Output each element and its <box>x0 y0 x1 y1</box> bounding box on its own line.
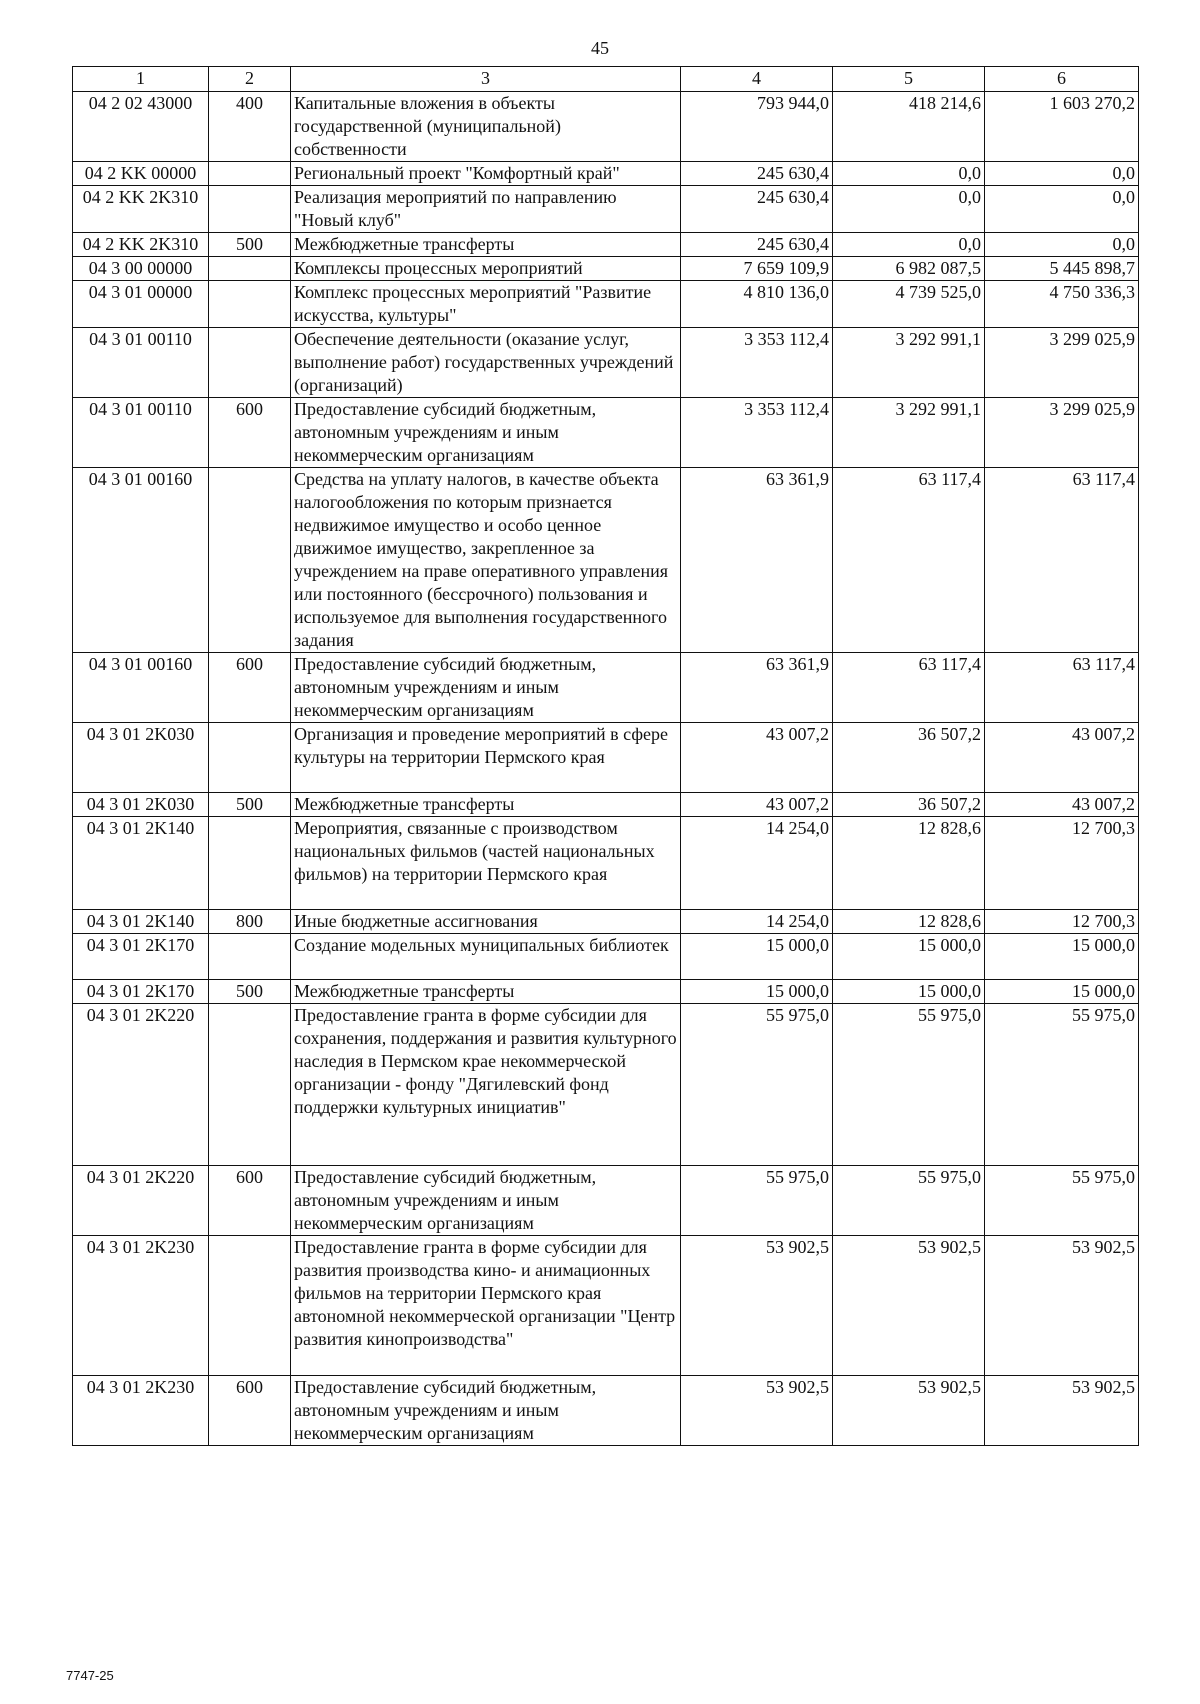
cell-name: Обеспечение деятельности (оказание услуг, выполнение работ) государственных учреждений (организаций) <box>291 328 681 398</box>
cell-expense-type <box>209 723 291 793</box>
cell-name: Межбюджетные трансферты <box>291 793 681 817</box>
cell-amount-col5: 36 507,2 <box>833 793 985 817</box>
cell-expense-type <box>209 817 291 910</box>
cell-amount-col6: 15 000,0 <box>985 934 1139 980</box>
cell-expense-type <box>209 186 291 233</box>
cell-amount-col6: 55 975,0 <box>985 1166 1139 1236</box>
table-row <box>73 1166 1139 1236</box>
cell-expense-type: 400 <box>209 92 291 162</box>
cell-amount-col4: 53 902,5 <box>681 1376 833 1446</box>
cell-amount-col5: 55 975,0 <box>833 1004 985 1166</box>
cell-amount-col4: 63 361,9 <box>681 653 833 723</box>
cell-name: Комплекс процессных мероприятий "Развитие искусства, культуры" <box>291 281 681 328</box>
cell-amount-col6: 12 700,3 <box>985 817 1139 910</box>
cell-name: Иные бюджетные ассигнования <box>291 910 681 934</box>
cell-amount-col6: 1 603 270,2 <box>985 92 1139 162</box>
table-row <box>73 653 1139 723</box>
cell-expense-type <box>209 934 291 980</box>
cell-amount-col5: 15 000,0 <box>833 980 985 1004</box>
cell-name: Предоставление субсидий бюджетным, автономным учреждениям и иным некоммерческим организациям <box>291 398 681 468</box>
cell-amount-col4: 55 975,0 <box>681 1004 833 1166</box>
cell-expense-type: 600 <box>209 1166 291 1236</box>
page-number: 45 <box>591 38 609 58</box>
cell-code: 04 2 KK 2K310 <box>73 233 209 257</box>
cell-amount-col6: 53 902,5 <box>985 1236 1139 1376</box>
cell-amount-col4: 4 810 136,0 <box>681 281 833 328</box>
header-row <box>73 67 1139 92</box>
header-col-6: 6 <box>985 67 1139 92</box>
cell-code: 04 3 01 2K230 <box>73 1236 209 1376</box>
cell-name: Реализация мероприятий по направлению "Новый клуб" <box>291 186 681 233</box>
header-col-3: 3 <box>291 67 681 92</box>
cell-name: Региональный проект "Комфортный край" <box>291 162 681 186</box>
table-body <box>73 92 1139 1446</box>
cell-amount-col4: 3 353 112,4 <box>681 398 833 468</box>
cell-amount-col6: 15 000,0 <box>985 980 1139 1004</box>
cell-code: 04 3 01 2K170 <box>73 980 209 1004</box>
table-row <box>73 817 1139 910</box>
cell-amount-col5: 12 828,6 <box>833 910 985 934</box>
cell-name: Межбюджетные трансферты <box>291 980 681 1004</box>
cell-amount-col6: 0,0 <box>985 162 1139 186</box>
cell-expense-type: 500 <box>209 793 291 817</box>
cell-expense-type: 800 <box>209 910 291 934</box>
cell-amount-col5: 4 739 525,0 <box>833 281 985 328</box>
cell-expense-type <box>209 328 291 398</box>
cell-amount-col4: 15 000,0 <box>681 980 833 1004</box>
cell-amount-col5: 0,0 <box>833 186 985 233</box>
header-col-5: 5 <box>833 67 985 92</box>
cell-name: Предоставление субсидий бюджетным, автономным учреждениям и иным некоммерческим организациям <box>291 1376 681 1446</box>
table-row <box>73 1236 1139 1376</box>
table-header <box>73 67 1139 92</box>
cell-amount-col4: 15 000,0 <box>681 934 833 980</box>
cell-amount-col6: 53 902,5 <box>985 1376 1139 1446</box>
cell-amount-col6: 3 299 025,9 <box>985 398 1139 468</box>
table-row <box>73 723 1139 793</box>
cell-amount-col6: 63 117,4 <box>985 653 1139 723</box>
table-row <box>73 186 1139 233</box>
cell-expense-type <box>209 468 291 653</box>
cell-code: 04 3 01 2K140 <box>73 910 209 934</box>
cell-expense-type <box>209 162 291 186</box>
cell-amount-col6: 55 975,0 <box>985 1004 1139 1166</box>
table-row <box>73 468 1139 653</box>
table-row <box>73 281 1139 328</box>
cell-name: Межбюджетные трансферты <box>291 233 681 257</box>
document-id: 7747-25 <box>66 1668 114 1683</box>
cell-amount-col6: 5 445 898,7 <box>985 257 1139 281</box>
table-row <box>73 92 1139 162</box>
cell-amount-col6: 3 299 025,9 <box>985 328 1139 398</box>
cell-code: 04 3 01 00110 <box>73 328 209 398</box>
cell-expense-type <box>209 281 291 328</box>
cell-amount-col4: 14 254,0 <box>681 817 833 910</box>
cell-name: Предоставление субсидий бюджетным, автономным учреждениям и иным некоммерческим организациям <box>291 653 681 723</box>
table-row <box>73 980 1139 1004</box>
table-row <box>73 328 1139 398</box>
cell-code: 04 2 KK 2K310 <box>73 186 209 233</box>
cell-amount-col4: 55 975,0 <box>681 1166 833 1236</box>
cell-code: 04 3 01 2K230 <box>73 1376 209 1446</box>
cell-name: Предоставление субсидий бюджетным, автономным учреждениям и иным некоммерческим организациям <box>291 1166 681 1236</box>
cell-amount-col5: 63 117,4 <box>833 468 985 653</box>
cell-amount-col4: 63 361,9 <box>681 468 833 653</box>
cell-code: 04 3 01 00110 <box>73 398 209 468</box>
cell-name: Предоставление гранта в форме субсидии для развития производства кино- и анимационных фильмов на территории Пермского края автономной некоммерческой организации "Центр развития кинопроизводства" <box>291 1236 681 1376</box>
cell-amount-col4: 14 254,0 <box>681 910 833 934</box>
budget-table <box>72 66 1139 1446</box>
cell-amount-col5: 15 000,0 <box>833 934 985 980</box>
cell-expense-type: 600 <box>209 398 291 468</box>
cell-name: Создание модельных муниципальных библиотек <box>291 934 681 980</box>
table-row <box>73 1376 1139 1446</box>
cell-expense-type <box>209 1004 291 1166</box>
cell-name: Предоставление гранта в форме субсидии для сохранения, поддержания и развития культурного наследия в Пермском крае некоммерческой организации - фонду "Дягилевский фонд поддержки культурных инициатив" <box>291 1004 681 1166</box>
table-row <box>73 233 1139 257</box>
cell-expense-type: 600 <box>209 1376 291 1446</box>
table-row <box>73 1004 1139 1166</box>
cell-amount-col5: 0,0 <box>833 162 985 186</box>
cell-amount-col5: 0,0 <box>833 233 985 257</box>
cell-amount-col6: 43 007,2 <box>985 793 1139 817</box>
cell-amount-col5: 3 292 991,1 <box>833 398 985 468</box>
cell-amount-col5: 63 117,4 <box>833 653 985 723</box>
table-row <box>73 793 1139 817</box>
table-row <box>73 934 1139 980</box>
cell-amount-col4: 793 944,0 <box>681 92 833 162</box>
cell-amount-col4: 245 630,4 <box>681 186 833 233</box>
cell-amount-col6: 12 700,3 <box>985 910 1139 934</box>
table-row <box>73 910 1139 934</box>
cell-amount-col5: 36 507,2 <box>833 723 985 793</box>
cell-code: 04 3 01 2K140 <box>73 817 209 910</box>
cell-amount-col5: 55 975,0 <box>833 1166 985 1236</box>
cell-expense-type: 500 <box>209 233 291 257</box>
cell-code: 04 3 00 00000 <box>73 257 209 281</box>
cell-amount-col6: 0,0 <box>985 233 1139 257</box>
cell-amount-col4: 245 630,4 <box>681 233 833 257</box>
cell-name: Организация и проведение мероприятий в сфере культуры на территории Пермского края <box>291 723 681 793</box>
cell-amount-col5: 3 292 991,1 <box>833 328 985 398</box>
cell-code: 04 3 01 00000 <box>73 281 209 328</box>
cell-amount-col5: 12 828,6 <box>833 817 985 910</box>
cell-code: 04 3 01 00160 <box>73 653 209 723</box>
cell-amount-col4: 43 007,2 <box>681 793 833 817</box>
cell-code: 04 2 KK 00000 <box>73 162 209 186</box>
cell-expense-type <box>209 257 291 281</box>
cell-amount-col4: 53 902,5 <box>681 1236 833 1376</box>
cell-expense-type: 500 <box>209 980 291 1004</box>
header-col-2: 2 <box>209 67 291 92</box>
cell-code: 04 2 02 43000 <box>73 92 209 162</box>
cell-amount-col4: 3 353 112,4 <box>681 328 833 398</box>
table-row <box>73 398 1139 468</box>
cell-amount-col5: 6 982 087,5 <box>833 257 985 281</box>
table-row <box>73 162 1139 186</box>
cell-amount-col4: 245 630,4 <box>681 162 833 186</box>
cell-code: 04 3 01 2K220 <box>73 1166 209 1236</box>
cell-amount-col6: 4 750 336,3 <box>985 281 1139 328</box>
cell-expense-type <box>209 1236 291 1376</box>
cell-name: Капитальные вложения в объекты государственной (муниципальной) собственности <box>291 92 681 162</box>
cell-amount-col6: 0,0 <box>985 186 1139 233</box>
cell-amount-col5: 53 902,5 <box>833 1236 985 1376</box>
cell-amount-col4: 43 007,2 <box>681 723 833 793</box>
cell-amount-col4: 7 659 109,9 <box>681 257 833 281</box>
header-col-4: 4 <box>681 67 833 92</box>
cell-amount-col5: 418 214,6 <box>833 92 985 162</box>
cell-amount-col6: 43 007,2 <box>985 723 1139 793</box>
cell-expense-type: 600 <box>209 653 291 723</box>
cell-code: 04 3 01 2K170 <box>73 934 209 980</box>
cell-name: Комплексы процессных мероприятий <box>291 257 681 281</box>
table-row <box>73 257 1139 281</box>
header-col-1: 1 <box>73 67 209 92</box>
cell-code: 04 3 01 2K220 <box>73 1004 209 1166</box>
cell-code: 04 3 01 2K030 <box>73 793 209 817</box>
cell-name: Мероприятия, связанные с производством национальных фильмов (частей национальных фильмов) на территории Пермского края <box>291 817 681 910</box>
cell-name: Средства на уплату налогов, в качестве объекта налогообложения по которым признается недвижимое имущество и особо ценное движимое имущество, закрепленное за учреждением на праве оперативного управления или постоянного (бессрочного) пользования и используемое для выполнения государственного задания <box>291 468 681 653</box>
cell-amount-col5: 53 902,5 <box>833 1376 985 1446</box>
cell-code: 04 3 01 2K030 <box>73 723 209 793</box>
cell-code: 04 3 01 00160 <box>73 468 209 653</box>
cell-amount-col6: 63 117,4 <box>985 468 1139 653</box>
